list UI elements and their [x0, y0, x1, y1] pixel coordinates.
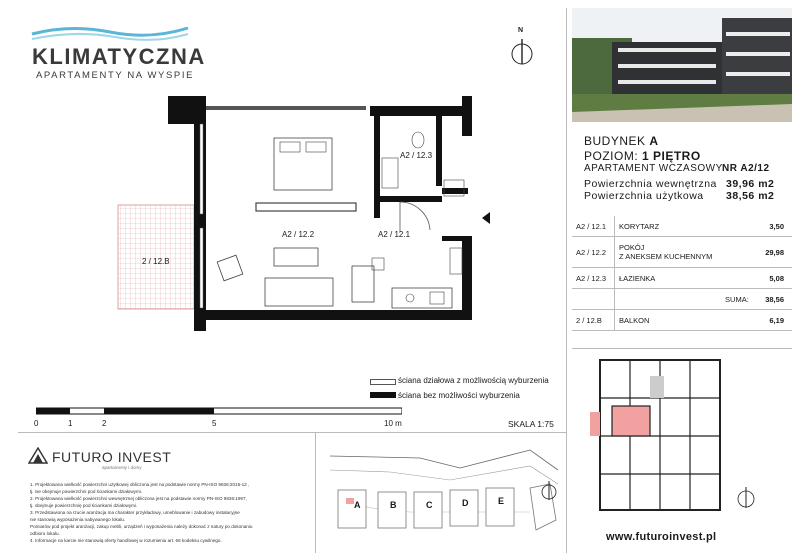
footnote-line: 3. Przedstawiona na rzucie aranżacja ma charakter przykładowy, umeblowanie i zabudowy instalacyjne — [30, 510, 240, 515]
table-row — [572, 216, 792, 237]
footnote-line: nie stanowią wyposażenia nabywanego lokalu. — [30, 517, 126, 522]
website-link[interactable]: www.futuroinvest.pl — [606, 531, 717, 543]
site-building-a: A — [354, 500, 361, 510]
scale-tick-0: 0 — [34, 419, 39, 428]
site-building-b: B — [390, 500, 397, 510]
footnotes — [30, 481, 282, 544]
room-id: A2 / 12.3 — [572, 268, 615, 289]
scale-tick-1: 1 — [68, 419, 73, 428]
frame-divider — [315, 432, 316, 553]
footnote-line: odbioru lokalu. — [30, 531, 60, 536]
brand-subtitle: APARTAMENTY NA WYSPIE — [36, 70, 195, 81]
scale-label: SKALA 1:75 — [508, 419, 554, 429]
floor-key-plan — [590, 356, 730, 516]
room-name-line2: Z ANEKSEM KUCHENNYM — [619, 252, 713, 261]
room-name: POKÓJ — [619, 243, 645, 252]
site-building-d: D — [462, 498, 469, 508]
futuro-logo-icon — [28, 447, 48, 465]
room-id: A2 / 12.2 — [572, 237, 615, 268]
legend-demolishable: ściana działowa z możliwością wyburzenia — [398, 376, 549, 385]
site-building-e: E — [498, 496, 505, 506]
frame-divider — [566, 8, 567, 553]
scale-tick-10: 10 m — [384, 419, 402, 428]
frame-divider — [18, 432, 566, 433]
building-line — [584, 134, 659, 148]
room-area: 6,19 — [751, 310, 792, 331]
room-id: 2 / 12.B — [572, 310, 615, 331]
footnote-line: tj. nie obejmuje powierzchni pod ściankami działowymi. — [30, 489, 143, 494]
room-name: BALKON — [615, 310, 751, 331]
apartment-type: APARTAMENT WCZASOWY — [584, 163, 723, 174]
key-plan-north-icon — [736, 484, 756, 510]
level-line — [584, 149, 701, 163]
floor-plan — [110, 88, 500, 338]
plan-label-bathroom: A2 / 12.3 — [400, 151, 433, 160]
table-row — [572, 289, 792, 310]
level-value: 1 PIĘTRO — [642, 149, 701, 163]
room-name: SUMA: — [615, 289, 751, 310]
building-photo — [572, 8, 792, 122]
table-row — [572, 310, 792, 331]
room-name: KORYTARZ — [615, 216, 751, 237]
plan-label-room: A2 / 12.2 — [282, 230, 315, 239]
brand-title: KLIMATYCZNA — [32, 44, 206, 69]
plan-label-balcony: 2 / 12.B — [142, 257, 170, 266]
footnote-line: 4. Informacje na karcie nie stanowią oferty handlowej w rozumieniu art. 66 kodeksu cywilnego. — [30, 538, 222, 543]
area-usable-value: 38,56 m2 — [726, 190, 775, 202]
room-area: 3,50 — [751, 216, 792, 237]
room-name-cell — [615, 237, 751, 268]
logo-wave-icon — [30, 22, 190, 42]
footnote-line: 1. Projektowana wielkość powierzchni użytkowej obliczona jest na podstawie normy PN-ISO 9836:2015-12 , — [30, 482, 250, 487]
room-area: 38,56 — [751, 289, 792, 310]
developer-tagline: apartamenty i domy — [102, 465, 142, 470]
building-label: BUDYNEK — [584, 134, 650, 148]
site-north-icon — [540, 478, 558, 502]
footnote-line: 2. Projektowana wielkość powierzchni wewnętrznej obliczona jest na podstawie normy PN-ISO 9836:1997, — [30, 496, 247, 501]
rooms-table — [572, 216, 792, 331]
legend-swatch-wall — [370, 392, 396, 398]
scale-tick-2: 2 — [102, 419, 107, 428]
scale-tick-5: 5 — [212, 419, 217, 428]
footnote-line: tj. obejmuje powierzchnię pod ściankami działowymi. — [30, 503, 138, 508]
room-name: ŁAZIENKA — [615, 268, 751, 289]
area-inner-label: Powierzchnia wewnętrzna — [584, 178, 717, 190]
frame-divider — [572, 348, 792, 349]
room-area: 29,98 — [751, 237, 792, 268]
apartment-number: NR A2/12 — [722, 163, 770, 174]
room-area: 5,08 — [751, 268, 792, 289]
level-label: POZIOM: — [584, 149, 642, 163]
room-id: A2 / 12.1 — [572, 216, 615, 237]
legend-swatch-demolishable — [370, 379, 396, 385]
building-value: A — [649, 134, 659, 148]
legend-wall: ściana bez możliwości wyburzenia — [398, 391, 520, 400]
site-plan — [330, 440, 560, 550]
north-arrow-icon — [510, 36, 534, 66]
developer-name: FUTURO INVEST — [52, 449, 172, 465]
area-usable-label: Powierzchnia użytkowa — [584, 190, 704, 202]
table-row — [572, 237, 792, 268]
scale-bar — [36, 406, 402, 418]
table-row — [572, 268, 792, 289]
site-building-c: C — [426, 500, 433, 510]
room-id — [572, 289, 615, 310]
area-inner-value: 39,96 m2 — [726, 178, 775, 190]
footnote-line: Pomiarów pod projekt aranżacji, zakup mebli, urządzeń i wyposażenia należy dokonać z natury po dokonaniu — [30, 524, 253, 529]
plan-label-corridor: A2 / 12.1 — [378, 230, 411, 239]
north-label: N — [518, 27, 524, 34]
